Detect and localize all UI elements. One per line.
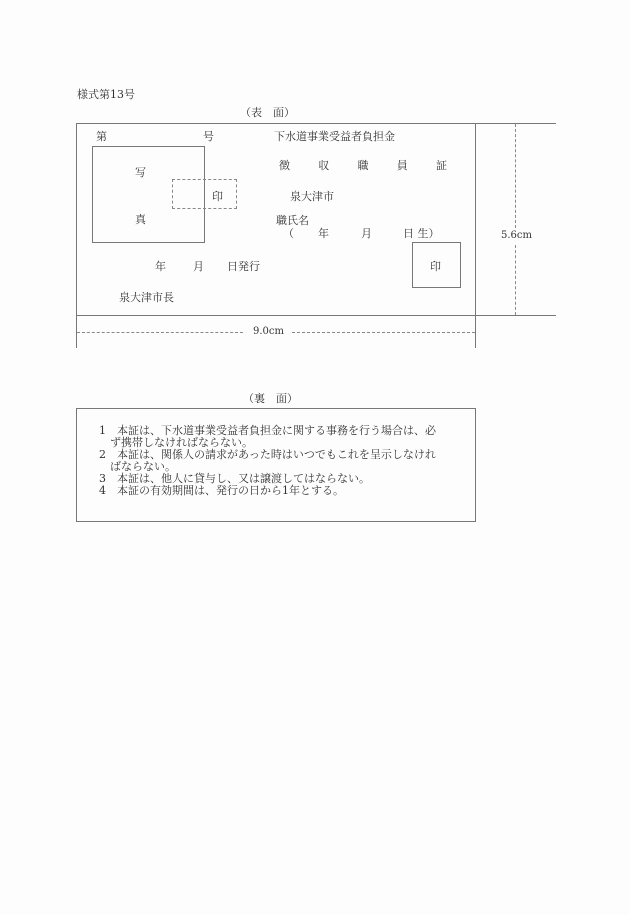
form-number: 様式第13号 (77, 88, 135, 101)
birth-month: 月 (361, 227, 372, 240)
seal-overlap-label: 印 (212, 190, 223, 203)
title-line1: 下水道事業受益者負担金 (274, 130, 395, 143)
front-heading: （表 面） (240, 106, 295, 119)
birth-day: 日 生） (403, 227, 440, 240)
mayor-label: 泉大津市長 (119, 291, 174, 304)
name-label: 職氏名 (276, 214, 309, 227)
photo-label-bottom: 真 (135, 213, 146, 226)
issue-year: 年 (155, 260, 166, 273)
issuer-city: 泉大津市 (290, 190, 334, 203)
back-rules (99, 425, 436, 497)
number-prefix: 第 (96, 130, 107, 143)
photo-label-top: 写 (135, 166, 146, 179)
birth-open: （ (283, 227, 294, 240)
number-suffix: 号 (203, 130, 214, 143)
issue-day: 日発行 (227, 260, 260, 273)
mayor-seal-label: 印 (430, 260, 441, 273)
title-line2: 徴 収 職 員 証 (279, 159, 447, 172)
back-heading: （裏 面） (243, 392, 298, 405)
rule-line: 1 本証は、下水道事業受益者負担金に関する事務を行う場合は、必 (99, 424, 436, 437)
rule-line: ばならない。 (99, 460, 176, 473)
rule-line: 4 本証の有効期間は、発行の日から1年とする。 (99, 484, 344, 497)
height-dimension: 5.6cm (501, 230, 532, 241)
rule-line: 2 本証は、関係人の請求があった時はいつでもこれを呈示しなけれ (99, 448, 436, 461)
rule-line: ず携帯しなければならない。 (99, 436, 253, 449)
width-dimension: 9.0cm (253, 326, 284, 337)
birth-year: 年 (318, 227, 329, 240)
rule-line: 3 本証は、他人に貸与し、又は譲渡してはならない。 (99, 472, 370, 485)
issue-month: 月 (193, 260, 204, 273)
seal-dashed-box (172, 179, 237, 209)
